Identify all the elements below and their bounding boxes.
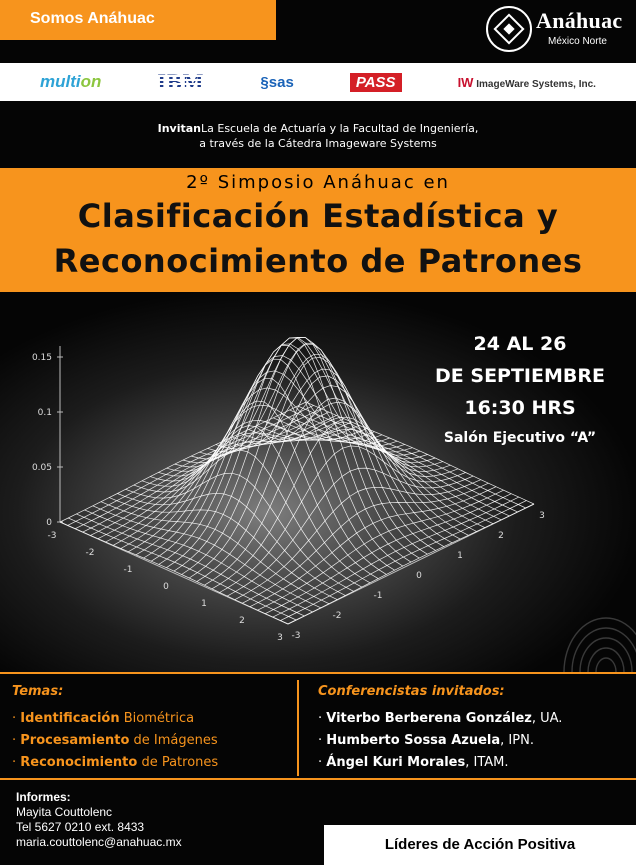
surface-grid-line	[265, 494, 511, 614]
invite-line-1: La Escuela de Actuaría y la Facultad de Ingeniería,	[201, 122, 479, 135]
y-tick-label: -3	[291, 631, 301, 641]
surface-grid-line	[68, 405, 314, 525]
surface-grid-line	[280, 501, 526, 621]
y-tick-label: 3	[539, 511, 545, 521]
slogan-text: Líderes de Acción Positiva	[384, 836, 576, 853]
surface-grid-line	[60, 402, 306, 522]
topic-item: · Identificación Biométrica	[12, 711, 195, 726]
title-banner	[0, 168, 636, 292]
surface-grid-line	[93, 506, 321, 608]
brand-name: Anáhuac	[536, 8, 623, 33]
surface-grid-line	[85, 510, 313, 612]
title-main-line-2: Reconocimiento de Patrones	[53, 242, 583, 280]
y-tick-label: -2	[332, 611, 342, 621]
event-details	[420, 328, 620, 446]
surface-grid-line	[174, 337, 420, 571]
speaker-item: · Ángel Kuri Morales, ITAM.	[318, 755, 509, 770]
sponsor-pass-logo: PASS	[350, 73, 402, 92]
info-divider	[297, 680, 299, 776]
topic-item: · Reconocimiento de Patrones	[12, 755, 219, 770]
surface-grid-line	[101, 502, 329, 604]
speakers-title: Conferencistas invitados:	[318, 684, 505, 699]
surface-grid-line	[90, 415, 336, 535]
sponsor-ibm-logo: IBM	[157, 69, 205, 94]
y-tick-label: 1	[457, 551, 463, 561]
y-tick-label: 2	[498, 531, 504, 541]
sponsor-multion-logo: multion	[40, 72, 102, 91]
title-subheading: 2º Simposio Anáhuac en	[186, 172, 450, 193]
x-tick-label: -3	[47, 531, 57, 541]
z-tick-label: 0.05	[31, 463, 52, 473]
contact-email: maria.couttolenc@anahuac.mx	[16, 835, 182, 849]
z-tick-label: 0	[46, 518, 52, 528]
speaker-item: · Humberto Sossa Azuela, IPN.	[318, 733, 534, 748]
surface-grid-line	[76, 514, 304, 616]
topic-item: · Procesamiento de Imágenes	[12, 733, 218, 748]
surface-grid-line	[227, 468, 473, 596]
x-tick-label: 2	[239, 616, 245, 626]
invite-lead: Invitan	[157, 122, 201, 135]
contact-name: Mayita Couttolenc	[16, 805, 113, 819]
brand-campus: México Norte	[548, 36, 607, 47]
topics-title: Temas:	[12, 684, 64, 699]
surface-grid-line	[175, 345, 403, 566]
surface-grid-line	[136, 388, 382, 555]
x-tick-label: 3	[277, 633, 283, 643]
y-tick-label: -1	[373, 591, 383, 601]
somos-anahuac-tag	[0, 0, 276, 40]
x-tick-label: -2	[85, 548, 95, 558]
invitation-text	[0, 121, 636, 151]
surface-grid-line	[166, 337, 412, 567]
topics-list	[12, 708, 218, 774]
surface-grid-line	[208, 354, 436, 550]
event-venue: Salón Ejecutivo “A”	[443, 430, 597, 446]
x-tick-label: -1	[123, 565, 133, 575]
contact-info	[16, 790, 182, 850]
invite-line-2: a través de la Cátedra Imageware Systems	[199, 137, 437, 150]
z-tick-label: 0.1	[37, 408, 52, 418]
contact-heading: Informes:	[16, 790, 71, 804]
surface-grid-line	[150, 401, 378, 579]
plot-area	[0, 292, 636, 672]
surface-grid-line	[144, 371, 390, 558]
anahuac-logo	[486, 6, 626, 56]
sponsor-strip	[0, 63, 636, 101]
surface-grid-line	[142, 426, 370, 583]
sponsor-sas-logo: §sas	[260, 73, 294, 91]
sponsor-imageware-logo: IW ImageWare Systems, Inc.	[457, 74, 596, 90]
x-tick-label: 0	[163, 582, 169, 592]
event-dates: 24 AL 26	[473, 333, 567, 355]
surface-grid-line	[235, 480, 481, 600]
y-tick-label: 0	[416, 571, 422, 581]
program-info	[0, 672, 636, 780]
x-tick-label: 1	[201, 599, 207, 609]
university-seal-icon	[486, 6, 532, 52]
slogan-banner	[324, 825, 636, 865]
title-main-line-1: Clasificación Estadística y	[77, 197, 559, 235]
somos-anahuac-text: Somos Anáhuac	[30, 10, 155, 27]
contact-phone: Tel 5627 0210 ext. 8433	[16, 820, 145, 834]
z-tick-label: 0.15	[31, 353, 52, 363]
event-time: 16:30 HRS	[464, 397, 576, 419]
speaker-item: · Viterbo Berberena González, UA.	[318, 711, 563, 726]
speakers-list	[318, 708, 562, 774]
event-month: DE SEPTIEMBRE	[435, 365, 605, 387]
